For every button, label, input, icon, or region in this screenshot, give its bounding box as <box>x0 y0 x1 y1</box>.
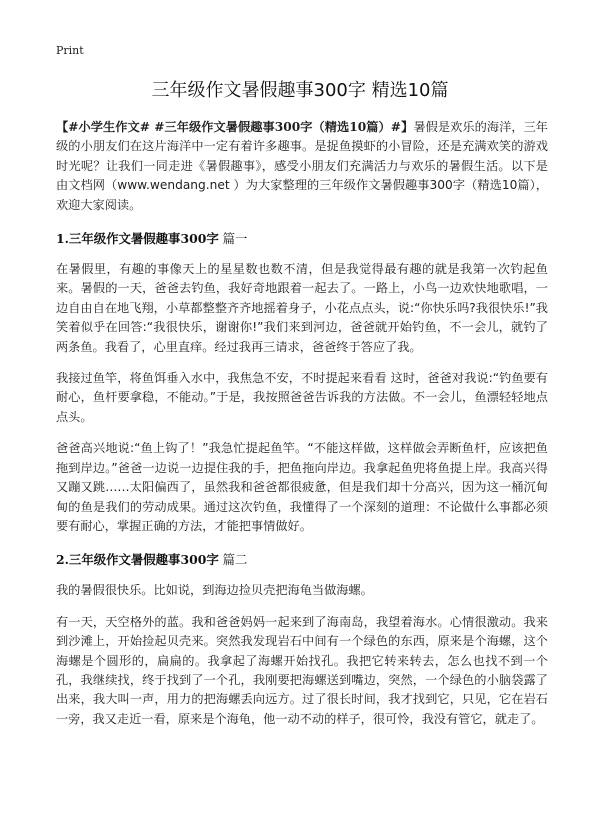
print-link[interactable]: Print <box>56 44 84 57</box>
section-heading-2-suffix: 篇二 <box>218 552 248 568</box>
section-heading-1-main: 1.三年级作文暑假趣事300字 <box>56 231 219 247</box>
intro-text: 暑假是欢乐的海洋，三年级的小朋友们在这片海洋中一定有着许多趣事。是捉鱼摸虾的小冒险，还是充满欢笑的游戏时光呢？让我们一同走进《暑假趣事》，感受小朋友们充满活力与欢乐的暑假生活。以下是由文档网（www.wendang.net ）为大家整理的三年级作文暑假趣事300字（精选10篇），欢迎大家阅读。 <box>56 120 548 212</box>
section-1-paragraph-1: 在暑假里，有趣的事像天上的星星数也数不清，但是我觉得最有趣的就是我第一次钓起鱼来。暑假的一天，爸爸去钓鱼，我好奇地跟着一起去了。一路上，小鸟一边欢快地歌唱，一边自由自在地飞翔，小草都整整齐齐地摇着身子，小花点点头，说:“你快乐吗?我很快乐!”我笑着似乎在回答:“我很快乐，谢谢你!”我们来到河边，爸爸就开始钓鱼，不一会儿，就钓了两条鱼。我看了，心里直痒。经过我再三请求，爸爸终于答应了我。 <box>56 262 548 354</box>
intro-paragraph <box>56 118 548 215</box>
intro-tags: 【#小学生作文# #三年级作文暑假趣事300字（精选10篇）#】 <box>56 120 414 134</box>
section-heading-2-main: 2.三年级作文暑假趣事300字 <box>56 552 219 568</box>
page-title: 三年级作文暑假趣事300字 精选10篇 <box>151 80 449 101</box>
section-2-paragraph-1: 我的暑假很快乐。比如说，到海边捡贝壳把海龟当做海螺。 <box>56 583 373 598</box>
section-heading-2 <box>56 550 548 569</box>
section-2-paragraph-2: 有一天，天空格外的蓝。我和爸爸妈妈一起来到了海南岛，我望着海水。心情很激动。我来到沙滩上，开始捡起贝壳来。突然我发现岩石中间有一个绿色的东西，原来是个海螺，这个海螺是个圆形的，扁扁的。我拿起了海螺开始找孔。我把它转来转去，怎么也找不到一个孔，我继续找，终于找到了一个孔，我刚要把海螺送到嘴边，突然，一个绿色的小脑袋露了出来，我大叫一声，用力的把海螺丢向远方。过了很长时间，我才找到它，只见，它在岩石一旁，我又走近一看，原来是个海龟，他一动不动的样子，很可怜，我没有管它，就走了。 <box>56 614 548 726</box>
section-1-paragraph-3: 爸爸高兴地说:“鱼上钩了！”我急忙提起鱼竿。“不能这样做，这样做会弄断鱼杆，应该把鱼拖到岸边。”爸爸一边说一边提住我的手，把鱼拖向岸边。我拿起鱼兜将鱼提上岸。我高兴得又蹦又跳……太阳偏西了，虽然我和爸爸都很疲惫，但是我们却十分高兴，因为这一桶沉甸甸的鱼是我们的劳动成果。通过这次钓鱼，我懂得了一个深刻的道理：不论做什么事都必须要有耐心，掌握正确的方法，才能把事情做好。 <box>56 441 548 533</box>
section-heading-1 <box>56 229 548 248</box>
article-body <box>56 118 548 729</box>
section-1-paragraph-2: 我接过鱼竿，将鱼饵垂入水中，我焦急不安，不时提起来看看 这时，爸爸对我说:“钓鱼要有耐心，鱼杆要拿稳，不能动。”于是，我按照爸爸告诉我的方法做。不一会儿，鱼漂轻轻地点点头。 <box>56 371 548 424</box>
section-heading-1-suffix: 篇一 <box>218 231 248 247</box>
